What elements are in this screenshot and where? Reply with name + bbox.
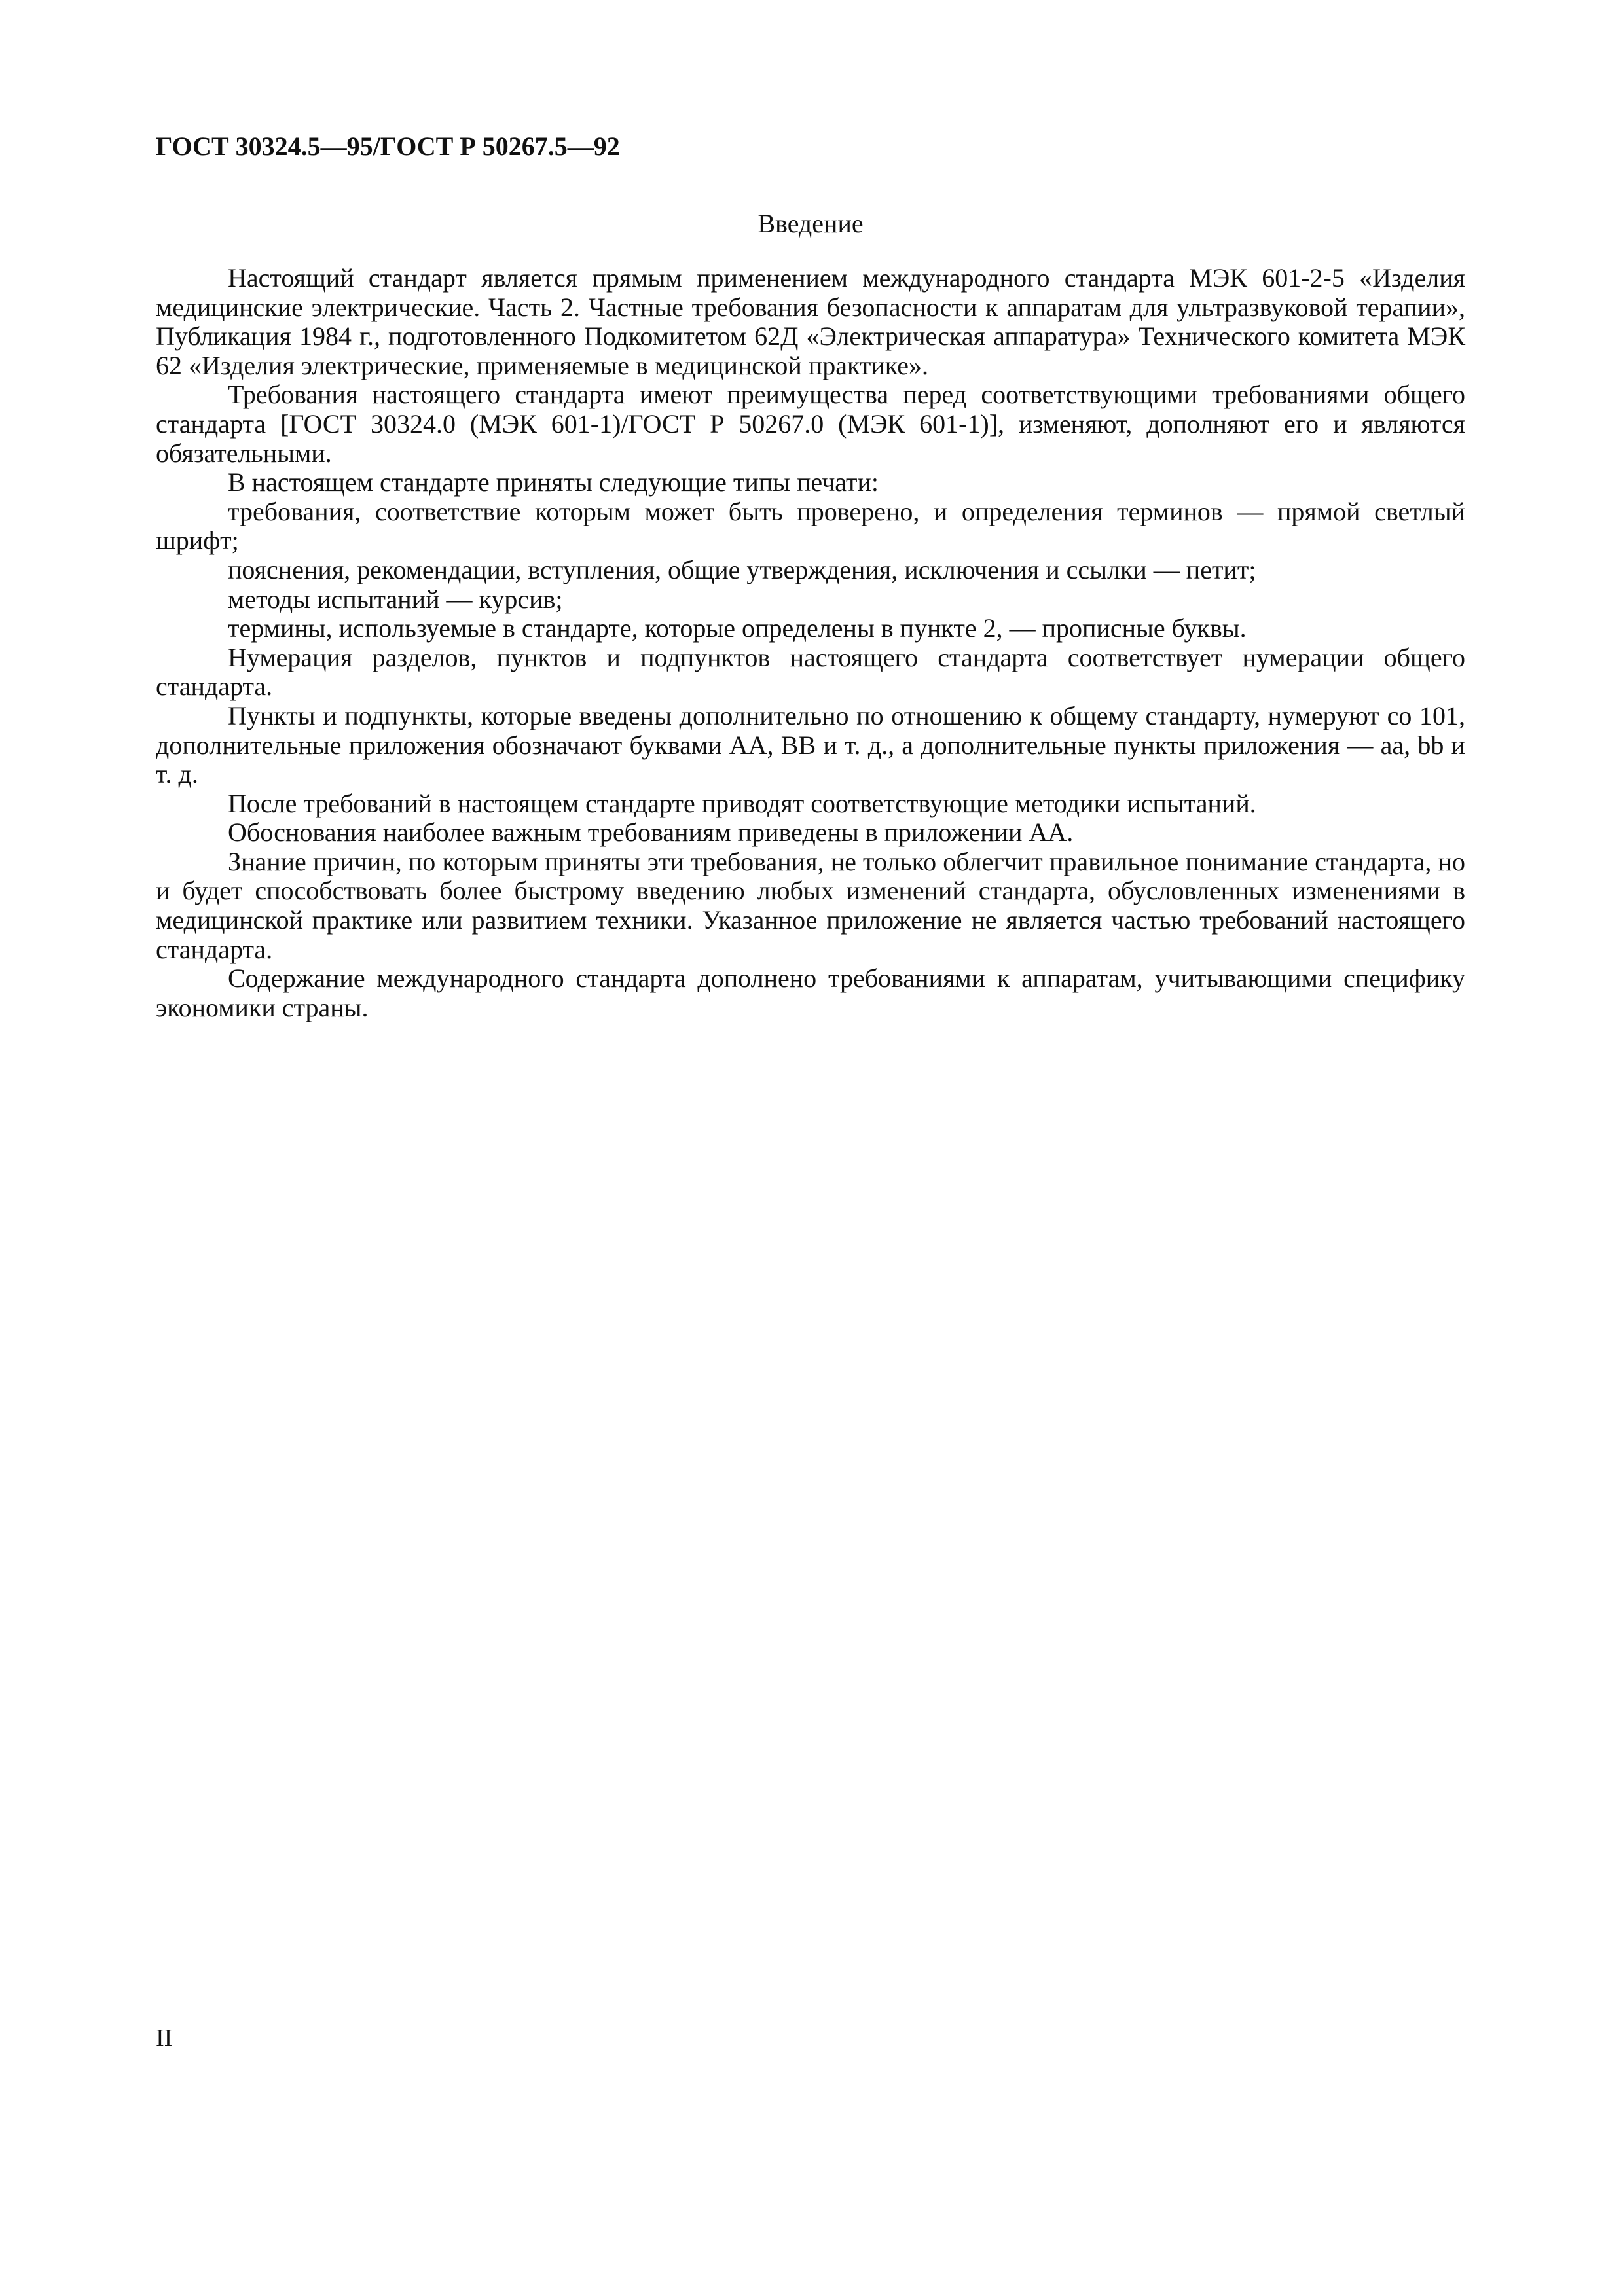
- paragraph: требования, соответствие которым может быть проверено, и определения терминов — прямой светлый шрифт;: [156, 496, 1465, 556]
- document-header: ГОСТ 30324.5—95/ГОСТ Р 50267.5—92: [156, 132, 620, 161]
- introduction-body: [156, 264, 1465, 1022]
- paragraph: Содержание международного стандарта дополнено требованиями к аппаратам, учитывающими специфику экономики страны.: [156, 963, 1465, 1022]
- paragraph: методы испытаний — курсив;: [228, 584, 563, 614]
- paragraph: Обоснования наиболее важным требованиям приведены в приложении АА.: [228, 817, 1074, 848]
- section-title: Введение: [757, 209, 864, 238]
- paragraph: термины, используемые в стандарте, которые определены в пункте 2, — прописные буквы.: [228, 613, 1247, 643]
- paragraph: В настоящем стандарте приняты следующие типы печати:: [228, 467, 879, 497]
- paragraph: Требования настоящего стандарта имеют преимущества перед соответствующими требованиями общего стандарта [ГОСТ 30324.0 (МЭК 601-1)/ГОСТ Р 50267.0 (МЭК 601-1)], изменяют, дополняют его и являются обязательными.: [156, 380, 1465, 468]
- paragraph: После требований в настоящем стандарте приводят соответствующие методики испытаний.: [228, 788, 1256, 818]
- paragraph: Настоящий стандарт является прямым применением международного стандарта МЭК 601-2-5 «Изделия медицинские электрические. Часть 2. Частные требования безопасности к аппаратам для ультразвуковой терапии», Публикация 1984 г., подготовленного Подкомитетом 62Д «Электрическая аппаратура» Технического комитета МЭК 62 «Изделия электрические, применяемые в медицинской практике».: [156, 263, 1465, 380]
- page-number: II: [156, 2024, 173, 2052]
- paragraph: Пункты и подпункты, которые введены дополнительно по отношению к общему стандарту, нумеруют со 101, дополнительные приложения обозначают буквами АА, ВВ и т. д., а дополнительные пункты приложения — аа, bb и т. д.: [156, 700, 1465, 789]
- paragraph: Знание причин, по которым приняты эти требования, не только облегчит правильное понимание стандарта, но и будет способствовать более быстрому введению любых изменений стандарта, обусловленных изменениями в медицинской практике или развитием техники. Указанное приложение не является частью требований настоящего стандарта.: [156, 846, 1465, 964]
- paragraph: пояснения, рекомендации, вступления, общие утверждения, исключения и ссылки — петит;: [228, 554, 1256, 584]
- paragraph: Нумерация разделов, пунктов и подпунктов настоящего стандарта соответствует нумерации общего стандарта.: [156, 642, 1465, 702]
